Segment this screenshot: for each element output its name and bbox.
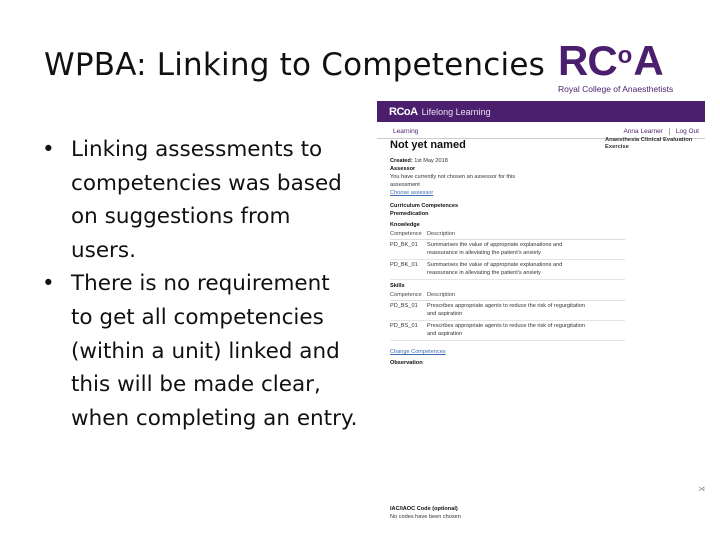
assessment-details — [377, 153, 705, 367]
competence-description — [427, 301, 625, 321]
assessor-text-2: assessment — [390, 182, 420, 188]
logo-subtitle: Royal College of Anaesthetists — [558, 84, 674, 94]
col-description: Description — [427, 291, 625, 301]
choose-assessor-link[interactable]: Choose assessor — [390, 190, 434, 196]
assessment-header — [377, 139, 705, 153]
description-line: Prescribes appropriate agents to reduce the risk of regurgitation — [427, 303, 585, 309]
embedded-screenshot — [377, 101, 705, 525]
app-logo[interactable]: RCoA — [389, 105, 418, 118]
table-row — [390, 301, 625, 321]
skills-table — [390, 291, 625, 341]
knowledge-label: Knowledge — [390, 222, 420, 228]
competence-description — [427, 260, 625, 280]
bullet-dot: • — [42, 271, 55, 297]
description-line: reassurance in alleviating the patient's anxiety — [427, 250, 541, 256]
rcoa-logo-mark — [558, 37, 670, 84]
bullet-text: Linking assessments to competencies was based on suggestions from users. — [71, 137, 342, 263]
col-description: Description — [427, 230, 625, 240]
competence-code: PD_BS_01 — [390, 321, 427, 341]
assessment-status: Not yet named — [390, 139, 466, 151]
table-header-row — [390, 230, 625, 240]
table-row — [390, 240, 625, 260]
iac-text: No codes have been chosen — [390, 514, 461, 520]
col-competence: Competence — [390, 230, 427, 240]
iac-label: IAC/IAOC Code (optional) — [390, 506, 458, 512]
description-line: and aspiration — [427, 311, 463, 317]
app-header — [377, 101, 705, 122]
competence-code: PD_BS_01 — [390, 301, 427, 321]
assessor-label: Assessor — [390, 166, 416, 172]
competence-description — [427, 321, 625, 341]
user-menu — [617, 128, 705, 135]
resize-handle-icon[interactable]: ⋊ — [698, 486, 705, 493]
logo-end-letter: A — [633, 37, 663, 84]
bullet-text: There is no requirement to get all competencies (within a unit) linked and this will be made clear, when completing an entry. — [71, 271, 358, 431]
nav-learning-link[interactable]: Learning — [393, 127, 419, 135]
table-row — [390, 321, 625, 341]
bullet-dot: • — [42, 137, 55, 162]
competence-code: PD_BK_01 — [390, 260, 427, 280]
description-line: Summarises the value of appropriate explanations and — [427, 262, 563, 268]
logo-sup-letter: o — [617, 42, 633, 69]
observation-label: Observation — [390, 360, 423, 366]
created-value: 1st May 2018 — [414, 158, 448, 164]
bullet-list — [38, 133, 358, 435]
iac-section — [390, 505, 461, 521]
competence-code: PD_BK_01 — [390, 240, 427, 260]
bullet-item — [38, 133, 358, 267]
logout-link[interactable]: Log Out — [669, 128, 705, 135]
competence-description — [427, 240, 625, 260]
description-line: and aspiration — [427, 331, 463, 337]
description-line: Summarises the value of appropriate explanations and — [427, 242, 563, 248]
table-header-row — [390, 291, 625, 301]
knowledge-table — [390, 230, 625, 280]
assessor-text-1: You have currently not chosen an assessor for this — [390, 174, 516, 180]
rcoa-logo — [558, 37, 674, 94]
app-name: Lifelong Learning — [421, 106, 491, 117]
curriculum-label: Curriculum Competences — [390, 203, 459, 209]
assessment-type: Anaesthesia Clinical Evaluation Exercise — [605, 137, 693, 150]
description-line: reassurance in alleviating the patient's anxiety — [427, 270, 541, 276]
bullet-item — [38, 267, 358, 435]
skills-label: Skills — [390, 283, 405, 289]
logo-letters: RC — [558, 37, 617, 84]
col-competence: Competence — [390, 291, 427, 301]
description-line: Prescribes appropriate agents to reduce the risk of regurgitation — [427, 323, 585, 329]
created-row — [390, 157, 705, 165]
slide-title: WPBA: Linking to Competencies — [44, 47, 545, 83]
unit-label: Premedication — [390, 211, 429, 217]
created-label: Created: — [390, 158, 413, 164]
change-competences-link[interactable]: Change Competences — [390, 349, 446, 355]
table-row — [390, 260, 625, 280]
user-name-link[interactable]: Anna Learner — [623, 127, 663, 135]
